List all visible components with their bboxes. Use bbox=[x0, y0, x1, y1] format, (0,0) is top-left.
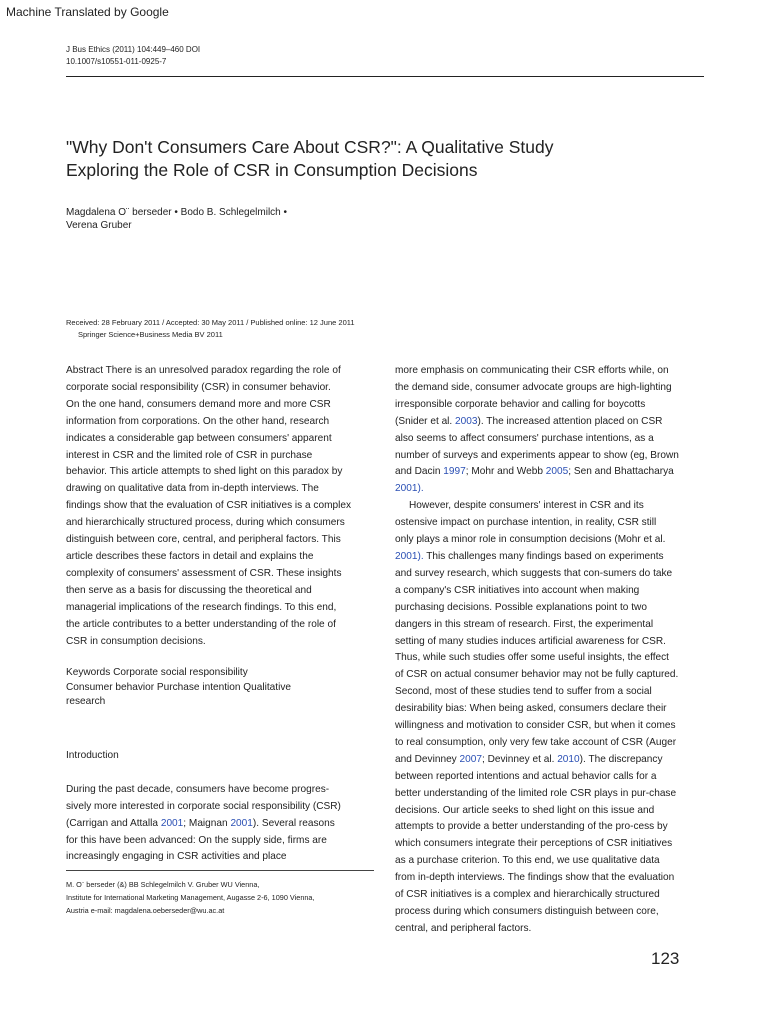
body-line bbox=[395, 836, 705, 853]
text-run: ). Several reasons bbox=[252, 817, 335, 829]
text-run: process during which consumers distinguish between core, bbox=[395, 906, 659, 917]
introduction-heading: Introduction bbox=[66, 749, 119, 761]
footnote-divider bbox=[66, 870, 374, 871]
abstract-line: interest in CSR and the limited role of CSR in purchase bbox=[66, 449, 313, 461]
body-line bbox=[395, 650, 705, 667]
body-line bbox=[395, 701, 705, 718]
title-line: "Why Don't Consumers Care About CSR?": A Qualitative Study bbox=[66, 137, 554, 157]
text-run: desirability bias: When being asked, consumers declare their bbox=[395, 703, 667, 715]
doi-line: 10.1007/s10551-011-0925-7 bbox=[66, 57, 167, 66]
text-run: between reported intentions and actual behavior calls for a bbox=[395, 770, 657, 782]
body-line bbox=[395, 667, 705, 684]
abstract-line: distinguish between core, central, and peripheral factors. This bbox=[66, 534, 341, 546]
text-run: for this have been advanced: On the supply side, firms are bbox=[66, 834, 327, 846]
body-line bbox=[395, 532, 705, 549]
body-line bbox=[395, 498, 705, 515]
text-run: willingness and motivation to consider CSR, but when it comes bbox=[395, 720, 676, 732]
intro-line bbox=[66, 849, 374, 866]
text-run: (Snider et al. bbox=[395, 415, 456, 427]
abstract-line: complexity of consumers' assessment of CSR. These insights bbox=[66, 567, 342, 579]
text-run: ). The increased attention placed on CSR bbox=[477, 415, 663, 427]
body-line bbox=[395, 414, 705, 431]
text-run: ; Devinney et al. bbox=[482, 753, 558, 765]
body-line bbox=[395, 464, 705, 481]
abstract-line: Abstract There is an unresolved paradox regarding the role of bbox=[66, 365, 341, 376]
text-run: ; Maignan bbox=[183, 817, 231, 829]
text-run: better understanding of the limited role CSR plays in pur-chase bbox=[395, 787, 677, 799]
keywords-line: Consumer behavior Purchase intention Qualitative bbox=[66, 681, 291, 693]
citation-year-link[interactable]: 2001 bbox=[230, 817, 253, 829]
citation-year-link[interactable]: 2003 bbox=[455, 415, 478, 427]
keywords-line: research bbox=[66, 696, 106, 708]
body-line bbox=[395, 803, 705, 820]
body-line bbox=[395, 870, 705, 887]
text-run: a company's CSR initiatives into account when making bbox=[395, 584, 640, 596]
footnote-line: M. O¨ berseder (&) BB Schlegelmilch V. Gruber WU Vienna, bbox=[66, 880, 260, 889]
abstract-line: the article contributes to a better understanding of the role of bbox=[66, 618, 336, 630]
text-run: of CSR on actual consumer behavior may not be fully captured. bbox=[395, 669, 679, 681]
intro-line bbox=[66, 799, 374, 816]
body-line bbox=[395, 431, 705, 448]
keywords bbox=[66, 666, 374, 710]
text-run: ; Sen and Bhattacharya bbox=[568, 466, 674, 478]
abstract-line: findings show that the evaluation of CSR initiatives is a complex bbox=[66, 500, 352, 512]
journal-reference bbox=[66, 44, 200, 68]
abstract bbox=[66, 363, 374, 650]
abstract-line: On the one hand, consumers demand more and more CSR bbox=[66, 398, 331, 410]
text-run: more emphasis on communicating their CSR efforts while, on bbox=[395, 365, 669, 376]
text-run: (Carrigan and Attalla bbox=[66, 817, 161, 829]
text-run: the demand side, consumer advocate groups are high-lighting bbox=[395, 381, 672, 393]
abstract-line: then serve as a basis for discussing the theoretical and bbox=[66, 584, 312, 596]
text-run: to real consumption, only very few take account of CSR (Auger bbox=[395, 736, 677, 748]
text-run: sively more interested in corporate social responsibility (CSR) bbox=[66, 800, 341, 812]
body-line bbox=[395, 363, 705, 380]
text-run: as a purchase criterion. To this end, we use qualitative data bbox=[395, 855, 660, 867]
body-line bbox=[395, 566, 705, 583]
text-run: which consumers integrate their perceptions of CSR initiatives bbox=[395, 838, 673, 850]
text-run: ; Mohr and Webb bbox=[465, 466, 546, 478]
text-run: ostensive impact on purchase intention, in reality, CSR still bbox=[395, 517, 657, 529]
received-dates: Received: 28 February 2011 / Accepted: 30 May 2011 / Published online: 12 June 2011 bbox=[66, 318, 355, 327]
abstract-line: indicates a considerable gap between consumers' apparent bbox=[66, 432, 332, 444]
text-run: of CSR initiatives is a complex and hierarchically structured bbox=[395, 889, 660, 901]
publication-history bbox=[66, 317, 355, 341]
text-run: dangers in this stream of research. First, the experimental bbox=[395, 618, 654, 630]
footnote-line: Institute for International Marketing Management, Augasse 2-6, 1090 Vienna, bbox=[66, 893, 315, 902]
body-line bbox=[395, 549, 705, 566]
machine-translated-banner: Machine Translated by Google bbox=[6, 5, 169, 19]
abstract-line: managerial implications of the research findings. To this end, bbox=[66, 601, 337, 613]
author-list bbox=[66, 206, 287, 232]
intro-line bbox=[66, 816, 374, 833]
keywords-line: Keywords Corporate social responsibility bbox=[66, 667, 248, 679]
body-line bbox=[395, 853, 705, 870]
abstract-line: CSR in consumption decisions. bbox=[66, 635, 206, 647]
citation-year-link[interactable]: 2007 bbox=[459, 753, 482, 765]
citation-year-link[interactable]: 2010 bbox=[557, 753, 580, 765]
abstract-line: behavior. This article attempts to shed light on this paradox by bbox=[66, 466, 343, 478]
author-line: Verena Gruber bbox=[66, 220, 132, 231]
body-line bbox=[395, 515, 705, 532]
body-line bbox=[395, 718, 705, 735]
copyright-notice: Springer Science+Business Media BV 2011 bbox=[78, 330, 223, 339]
body-line bbox=[395, 380, 705, 397]
body-line bbox=[395, 735, 705, 752]
text-run: purchasing decisions. Possible explanations point to two bbox=[395, 601, 647, 613]
text-run: Thus, while such studies offer some useful insights, the effect bbox=[395, 652, 669, 664]
abstract-line: and hierarchically structured process, during which consumers bbox=[66, 517, 345, 529]
introduction-text bbox=[66, 782, 374, 867]
text-run: central, and peripheral factors. bbox=[395, 922, 532, 934]
text-run: setting of many studies induces artificial awareness for CSR. bbox=[395, 635, 666, 647]
body-line bbox=[395, 684, 705, 701]
intro-line bbox=[66, 833, 374, 850]
abstract-line: drawing on qualitative data from in-depth interviews. The bbox=[66, 483, 319, 495]
body-line bbox=[395, 634, 705, 651]
text-run: This challenges many findings based on experiments bbox=[423, 550, 664, 562]
header-divider bbox=[66, 76, 704, 77]
text-run: number of surveys and experiments appear to show (eg, Brown bbox=[395, 449, 679, 461]
text-run: and Devinney bbox=[395, 753, 460, 765]
body-line bbox=[395, 769, 705, 786]
text-run: increasingly engaging in CSR activities and place bbox=[66, 851, 287, 863]
citation-year-link[interactable]: 2001). bbox=[395, 483, 424, 495]
right-column bbox=[395, 363, 705, 938]
page-number: 123 bbox=[651, 949, 680, 968]
body-line bbox=[395, 921, 705, 938]
text-run: decisions. Our article seeks to shed light on this issue and bbox=[395, 804, 655, 816]
body-line bbox=[395, 617, 705, 634]
text-run: ). The discrepancy bbox=[579, 753, 663, 765]
citation-year-link[interactable]: 1997 bbox=[443, 466, 466, 478]
text-run: However, despite consumers' interest in CSR and its bbox=[409, 500, 644, 512]
body-line bbox=[395, 904, 705, 921]
abstract-line: corporate social responsibility (CSR) in consumer behavior. bbox=[66, 381, 331, 393]
title-line: Exploring the Role of CSR in Consumption Decisions bbox=[66, 160, 478, 180]
left-column bbox=[66, 363, 374, 866]
text-run: only plays a minor role in consumption decisions (Mohr et al. bbox=[395, 534, 666, 546]
journal-ref-line: J Bus Ethics (2011) 104:449–460 DOI bbox=[66, 45, 201, 54]
body-line bbox=[395, 819, 705, 836]
article-title bbox=[66, 136, 686, 182]
text-run: also seems to affect consumers' purchase intentions, as a bbox=[395, 432, 654, 444]
body-line bbox=[395, 600, 705, 617]
body-line bbox=[395, 481, 705, 498]
citation-year-link[interactable]: 2005 bbox=[545, 466, 569, 478]
body-line bbox=[395, 887, 705, 904]
body-line bbox=[395, 583, 705, 600]
text-run: and Dacin bbox=[395, 466, 444, 478]
text-run: irresponsible corporate behavior and calling for boycotts bbox=[395, 398, 646, 410]
citation-year-link[interactable]: 2001). bbox=[395, 550, 424, 562]
body-line bbox=[395, 752, 705, 769]
citation-year-link[interactable]: 2001 bbox=[160, 817, 184, 829]
text-run: During the past decade, consumers have become progres- bbox=[66, 783, 330, 795]
abstract-line: article describes these factors in detail and explains the bbox=[66, 550, 314, 562]
text-run: Second, most of these studies tend to suffer from a social bbox=[395, 686, 652, 698]
author-line: Magdalena O¨ berseder • Bodo B. Schlegelmilch • bbox=[66, 207, 288, 218]
intro-line bbox=[66, 782, 374, 799]
body-line bbox=[395, 448, 705, 465]
body-line bbox=[395, 786, 705, 803]
abstract-line: information from corporations. On the other hand, research bbox=[66, 415, 330, 427]
text-run: attempts to provide a better understanding of the pro-cess by bbox=[395, 821, 668, 833]
footnote-line: Austria e-mail: magdalena.oeberseder@wu.ac.at bbox=[66, 906, 225, 915]
author-affiliation-footnote bbox=[66, 878, 315, 917]
body-line bbox=[395, 397, 705, 414]
text-run: from in-depth interviews. The findings show that the evaluation bbox=[395, 872, 675, 884]
text-run: and survey research, which suggests that con-sumers do take bbox=[395, 567, 673, 579]
